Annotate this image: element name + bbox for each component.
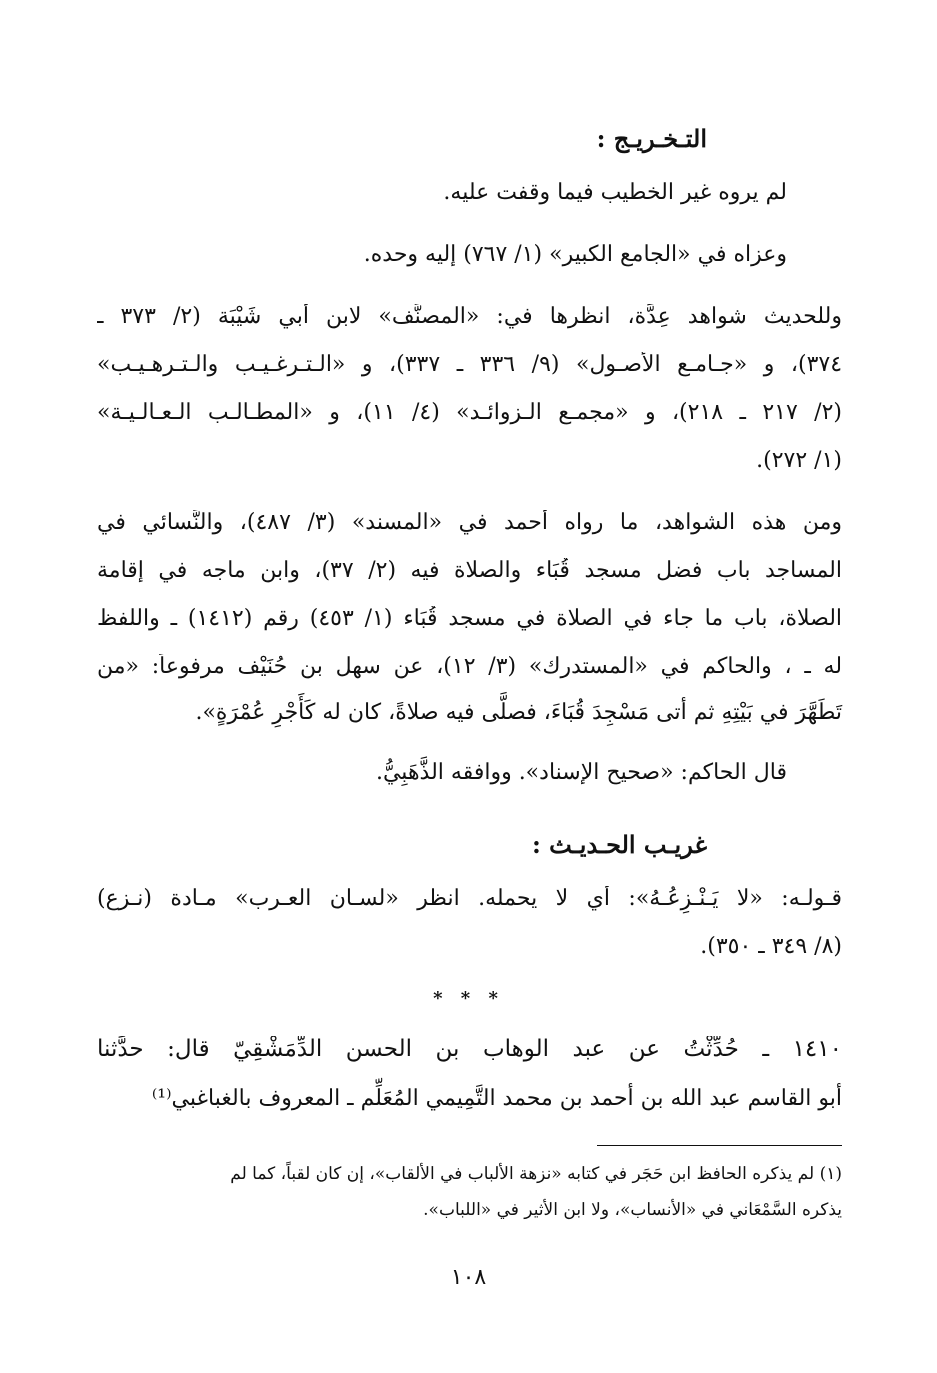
footnote-line-2: يذكره السَّمْعَاني في «الأنساب»، ولا ابن الأثير في «اللباب». [423,1200,842,1220]
page-number: ١٠٨ [450,1265,487,1290]
gharib-line-1: قـولـه: «لا يَـنْـزِعُـهُ»: أي لا يحمله. انظر «لسـان العـرب» مـادة (نـزع) [97,886,842,911]
gharib-line-2: (٨/ ٣٤٩ ـ ٣٥٠). [700,934,842,959]
footnote-line-1: (١) لم يذكره الحافظ ابن حَجَر في كتابه «نزهة الألباب في الألقاب»، إن كان لقباً، كما لم [230,1164,842,1184]
hadith-line-3: الصلاة، باب ما جاء في الصلاة في مسجد قُبَاء (١/ ٤٥٣) رقم (١٤١٢) ـ واللفظ [97,606,842,631]
takhrij-heading: التـخـريـج : [596,124,707,153]
shawahid-line-4: (١/ ٢٧٢). [756,448,842,473]
hadith-line-4: له ـ ، والحاكم في «المستدرك» (٣/ ١٢)، عن سهل بن حُنَيْف مرفوعاً: «من [97,654,842,679]
gharib-heading: غريـب الحـديـث : [531,830,707,859]
takhrij-paragraph-2: وعزاه في «الجامع الكبير» (١/ ٧٦٧) إليه وحده. [363,242,787,267]
hadith-1410-line-2: أبو القاسم عبد الله بن أحمد بن محمد التَّمِيمي المُعَلِّم ـ المعروف بالغباغبي⁽¹⁾ [151,1086,842,1111]
hadith-1410-line-1: ١٤١٠ ـ حُدِّثْتُ عن عبد الوهاب بن الحسن الدِّمَشْقِيّ قال: حدَّثنا [97,1036,842,1062]
hadith-line-5: تَطَهَّرَ في بَيْتِهِ ثم أتى مَسْجِدَ قُبَاءَ، فصلَّى فيه صلاةً، كان له كَأَجْرِ عُمْرَةٍ». [195,700,842,725]
footnote-divider [597,1145,842,1146]
shawahid-line-1: وللحديث شواهد عِدَّة، انظرها في: «المصنَّف» لابن أبي شَيْبَة (٢/ ٣٧٣ ـ [97,304,842,329]
section-separator: * * * [433,988,504,1009]
takhrij-paragraph-1: لم يروه غير الخطيب فيما وقفت عليه. [443,180,787,205]
hadith-line-1: ومن هذه الشواهد، ما رواه أحمد في «المسند» (٣/ ٤٨٧)، والنَّسائي في [97,510,842,535]
hadith-line-2: المساجد باب فضل مسجد قُبَاء والصلاة فيه (٢/ ٣٧)، وابن ماجه في إقامة [97,558,842,583]
hakim-statement: قال الحاكم: «صحيح الإسناد». ووافقه الذَّهَبِيُّ. [375,760,787,785]
shawahid-line-3: (٢/ ٢١٧ ـ ٢١٨)، و «مجمـع الـزوائـد» (٤/ ١١)، و «المطـالـب الـعـالـيـة» [97,400,842,425]
shawahid-line-2: ٣٧٤)، و «جـامـع الأصـول» (٩/ ٣٣٦ ـ ٣٣٧)، و «الـتـرغـيـب والـتـرهـيـب» [97,352,842,377]
